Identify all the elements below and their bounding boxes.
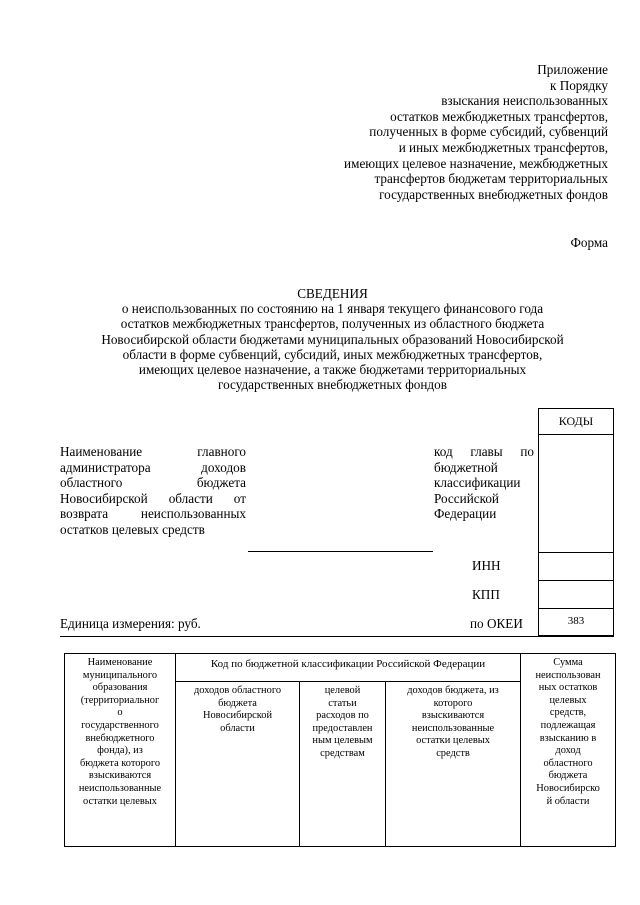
okei-code-value: 383 (567, 615, 585, 627)
appendix-line: имеющих целевое назначение, межбюджетных (344, 155, 608, 171)
appendix-line: остатков межбюджетных трансфертов, (390, 108, 608, 124)
admin-label-line: Наименование главного (60, 444, 246, 459)
title-line: области в форме субвенций, субсидий, иных межбюджетных трансфертов, (122, 346, 543, 362)
appendix-line: трансфертов бюджетам территориальных (374, 171, 608, 187)
kgbk-label-line: Российской (434, 490, 499, 506)
codes-divider (539, 608, 613, 609)
title-line: о неиспользованных по состоянию на 1 января текущего финансового года (121, 301, 544, 317)
okei-label: по ОКЕИ (470, 616, 523, 631)
kpp-label: КПП (472, 587, 500, 602)
group-header-kbk: Код по бюджетной классификации Российской Федерации (176, 654, 521, 682)
unit-underline (60, 636, 614, 637)
admin-label-line: областного бюджета (60, 475, 246, 491)
title-line: государственных внебюджетных фондов (218, 377, 447, 393)
admin-label-line: остатков целевых средств (60, 521, 205, 537)
col-income-budget-header: доходов бюджета, из которого взыскиваются неиспользованные остатки целевых средств (386, 682, 521, 847)
appendix-line: к Порядку (549, 77, 608, 93)
appendix-line: государственных внебюджетных фондов (379, 186, 608, 202)
col-amount-header: Сумма неиспользован ных остатков целевых средств, подлежащая взысканию в доход областного бюджета Новосибирско й области (521, 654, 616, 847)
inn-label: ИНН (472, 558, 501, 573)
kgbk-label (434, 444, 534, 522)
appendix-line: полученных в форме субсидий, субвенций (369, 124, 608, 140)
title-heading: СВЕДЕНИЯ (297, 286, 368, 301)
codes-divider (539, 434, 613, 435)
kgbk-label-line: код главы по (434, 444, 534, 459)
admin-label-line: возврата неиспользованных (60, 506, 246, 522)
admin-label-line: администратора доходов (60, 459, 246, 475)
title-line: имеющих целевое назначение, а также бюджетами территориальных (138, 362, 527, 378)
kgbk-label-line: Федерации (434, 506, 497, 522)
appendix-line: и иных межбюджетных трансфертов, (398, 139, 608, 155)
admin-label-line: Новосибирской области от (60, 490, 246, 506)
title-line: Новосибирской области бюджетами муниципальных образований Новосибирской (101, 331, 564, 347)
kgbk-label-line: бюджетной (434, 459, 498, 475)
codes-column (538, 408, 614, 636)
returns-table (64, 653, 616, 847)
appendix-line: взыскания неиспользованных (441, 93, 608, 109)
unit-label: Единица измерения: руб. (60, 616, 201, 631)
title-line: остатков межбюджетных трансфертов, полученных из областного бюджета (120, 316, 545, 332)
col-municipality-header: Наименование муниципального образования (территориальног о государственного внебюджетного фонда), из бюджета которого взыскиваются неиспользованные остатки целевых (65, 654, 176, 847)
col-income-region-header: доходов областного бюджета Новосибирской области (176, 682, 300, 847)
col-expense-item-header: целевой статьи расходов по предоставлен ным целевым средствам (300, 682, 386, 847)
codes-header: КОДЫ (558, 414, 594, 428)
appendix-line: Приложение (537, 62, 608, 77)
kgbk-label-line: классификации (434, 475, 521, 491)
admin-label (60, 444, 246, 538)
codes-divider (539, 580, 613, 581)
admin-name-field-line[interactable] (248, 551, 433, 552)
appendix-block (278, 62, 608, 202)
codes-divider (539, 552, 613, 553)
document-title (40, 286, 625, 392)
form-label: Форма (570, 235, 608, 250)
